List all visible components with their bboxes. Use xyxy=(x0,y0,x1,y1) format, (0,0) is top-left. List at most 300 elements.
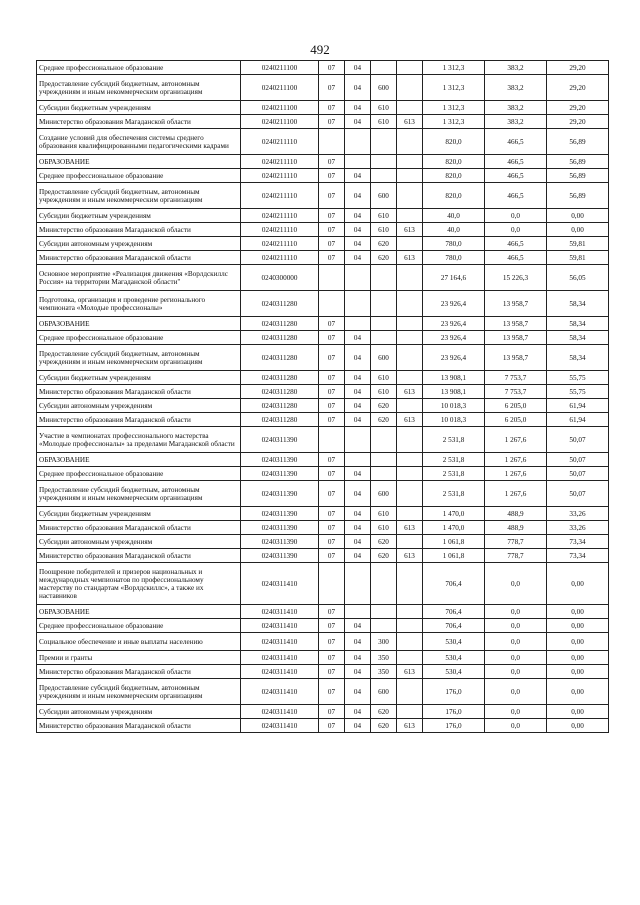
row-name: Создание условий для обеспечения системы среднего образования квалифицированными педагогическими кадрами xyxy=(37,129,241,155)
executed-amount: 0,0 xyxy=(485,633,547,651)
table-row xyxy=(37,155,609,169)
approved-amount: 40,0 xyxy=(423,209,485,223)
executed-amount: 0,0 xyxy=(485,651,547,665)
target-code: 0240311280 xyxy=(241,291,319,317)
approved-amount: 780,0 xyxy=(423,237,485,251)
execution-percent: 56,05 xyxy=(547,265,609,291)
table-row xyxy=(37,719,609,733)
row-name: Министерство образования Магаданской области xyxy=(37,115,241,129)
table-row xyxy=(37,183,609,209)
table-row xyxy=(37,237,609,251)
administrator-code xyxy=(397,169,423,183)
executed-amount: 15 226,3 xyxy=(485,265,547,291)
target-code: 0240311410 xyxy=(241,679,319,705)
approved-amount: 530,4 xyxy=(423,633,485,651)
table-row xyxy=(37,633,609,651)
executed-amount: 0,0 xyxy=(485,719,547,733)
table-row xyxy=(37,317,609,331)
row-name: Министерство образования Магаданской области xyxy=(37,521,241,535)
subsection-code: 04 xyxy=(345,679,371,705)
target-code: 0240311280 xyxy=(241,385,319,399)
administrator-code xyxy=(397,331,423,345)
executed-amount: 488,9 xyxy=(485,507,547,521)
administrator-code xyxy=(397,101,423,115)
approved-amount: 27 164,6 xyxy=(423,265,485,291)
subsection-code: 04 xyxy=(345,115,371,129)
section-code: 07 xyxy=(319,345,345,371)
section-code: 07 xyxy=(319,371,345,385)
table-row xyxy=(37,549,609,563)
administrator-code: 613 xyxy=(397,115,423,129)
expense-type-code: 620 xyxy=(371,251,397,265)
table-row xyxy=(37,481,609,507)
subsection-code: 04 xyxy=(345,61,371,75)
table-row xyxy=(37,427,609,453)
execution-percent: 0,00 xyxy=(547,651,609,665)
administrator-code: 613 xyxy=(397,719,423,733)
table-row xyxy=(37,75,609,101)
administrator-code: 613 xyxy=(397,251,423,265)
executed-amount: 383,2 xyxy=(485,101,547,115)
execution-percent: 0,00 xyxy=(547,605,609,619)
expense-type-code: 600 xyxy=(371,75,397,101)
execution-percent: 61,94 xyxy=(547,399,609,413)
target-code: 0240211110 xyxy=(241,237,319,251)
execution-percent: 50,07 xyxy=(547,481,609,507)
executed-amount: 488,9 xyxy=(485,521,547,535)
subsection-code: 04 xyxy=(345,651,371,665)
section-code: 07 xyxy=(319,633,345,651)
table-row xyxy=(37,619,609,633)
executed-amount: 466,5 xyxy=(485,237,547,251)
administrator-code xyxy=(397,453,423,467)
subsection-code: 04 xyxy=(345,507,371,521)
administrator-code xyxy=(397,679,423,705)
subsection-code xyxy=(345,265,371,291)
approved-amount: 10 018,3 xyxy=(423,399,485,413)
row-name: Участие в чемпионатах профессионального мастерства «Молодые профессионалы» за пределами Магаданской области xyxy=(37,427,241,453)
target-code: 0240211100 xyxy=(241,101,319,115)
execution-percent: 56,89 xyxy=(547,183,609,209)
target-code: 0240311410 xyxy=(241,651,319,665)
approved-amount: 2 531,8 xyxy=(423,453,485,467)
expense-type-code xyxy=(371,169,397,183)
subsection-code: 04 xyxy=(345,169,371,183)
row-name: Субсидии автономным учреждениям xyxy=(37,399,241,413)
execution-percent: 29,20 xyxy=(547,75,609,101)
section-code: 07 xyxy=(319,705,345,719)
execution-percent: 56,89 xyxy=(547,129,609,155)
approved-amount: 2 531,8 xyxy=(423,481,485,507)
row-name: Предоставление субсидий бюджетным, автономным учреждениям и иным некоммерческим организациям xyxy=(37,679,241,705)
execution-percent: 0,00 xyxy=(547,665,609,679)
section-code: 07 xyxy=(319,61,345,75)
expense-type-code: 620 xyxy=(371,237,397,251)
execution-percent: 73,34 xyxy=(547,535,609,549)
executed-amount: 778,7 xyxy=(485,549,547,563)
executed-amount: 6 205,0 xyxy=(485,399,547,413)
administrator-code xyxy=(397,75,423,101)
section-code: 07 xyxy=(319,413,345,427)
section-code: 07 xyxy=(319,521,345,535)
subsection-code xyxy=(345,563,371,605)
expense-type-code: 620 xyxy=(371,399,397,413)
approved-amount: 13 908,1 xyxy=(423,385,485,399)
executed-amount: 1 267,6 xyxy=(485,453,547,467)
target-code: 0240211100 xyxy=(241,115,319,129)
row-name: Предоставление субсидий бюджетным, автономным учреждениям и иным некоммерческим организациям xyxy=(37,345,241,371)
subsection-code: 04 xyxy=(345,535,371,549)
administrator-code xyxy=(397,481,423,507)
target-code: 0240211110 xyxy=(241,169,319,183)
row-name: Подготовка, организация и проведение регионального чемпионата «Молодые профессионалы» xyxy=(37,291,241,317)
target-code: 0240211110 xyxy=(241,155,319,169)
expense-type-code: 350 xyxy=(371,651,397,665)
target-code: 0240211110 xyxy=(241,183,319,209)
row-name: Поощрение победителей и призеров национальных и международных чемпионатов по профессиональному мастерству по стандартам «Ворлдскиллс», а также их наставников xyxy=(37,563,241,605)
table-row xyxy=(37,679,609,705)
section-code xyxy=(319,265,345,291)
target-code: 0240311390 xyxy=(241,453,319,467)
subsection-code: 04 xyxy=(345,549,371,563)
section-code: 07 xyxy=(319,115,345,129)
administrator-code xyxy=(397,155,423,169)
administrator-code xyxy=(397,633,423,651)
table-row xyxy=(37,251,609,265)
expense-type-code xyxy=(371,61,397,75)
section-code: 07 xyxy=(319,101,345,115)
table-row xyxy=(37,385,609,399)
execution-percent: 29,20 xyxy=(547,101,609,115)
approved-amount: 1 470,0 xyxy=(423,507,485,521)
expense-type-code: 610 xyxy=(371,209,397,223)
execution-percent: 0,00 xyxy=(547,563,609,605)
execution-percent: 58,34 xyxy=(547,291,609,317)
approved-amount: 13 908,1 xyxy=(423,371,485,385)
target-code: 0240300000 xyxy=(241,265,319,291)
expense-type-code xyxy=(371,467,397,481)
target-code: 0240311390 xyxy=(241,507,319,521)
administrator-code xyxy=(397,399,423,413)
executed-amount: 778,7 xyxy=(485,535,547,549)
execution-percent: 33,26 xyxy=(547,521,609,535)
expense-type-code: 610 xyxy=(371,521,397,535)
section-code: 07 xyxy=(319,183,345,209)
row-name: Предоставление субсидий бюджетным, автономным учреждениям и иным некоммерческим организациям xyxy=(37,75,241,101)
table-row xyxy=(37,507,609,521)
subsection-code xyxy=(345,317,371,331)
execution-percent: 0,00 xyxy=(547,619,609,633)
target-code: 0240311280 xyxy=(241,345,319,371)
approved-amount: 2 531,8 xyxy=(423,467,485,481)
subsection-code: 04 xyxy=(345,209,371,223)
execution-percent: 55,75 xyxy=(547,371,609,385)
target-code: 0240311280 xyxy=(241,413,319,427)
executed-amount: 13 958,7 xyxy=(485,317,547,331)
administrator-code xyxy=(397,563,423,605)
executed-amount: 0,0 xyxy=(485,679,547,705)
expense-type-code: 350 xyxy=(371,665,397,679)
section-code: 07 xyxy=(319,679,345,705)
table-row xyxy=(37,101,609,115)
execution-percent: 29,20 xyxy=(547,115,609,129)
execution-percent: 58,34 xyxy=(547,345,609,371)
expense-type-code: 620 xyxy=(371,535,397,549)
executed-amount: 13 958,7 xyxy=(485,345,547,371)
executed-amount: 466,5 xyxy=(485,129,547,155)
executed-amount: 383,2 xyxy=(485,61,547,75)
expense-type-code: 610 xyxy=(371,101,397,115)
target-code: 0240211110 xyxy=(241,129,319,155)
table-row xyxy=(37,563,609,605)
section-code: 07 xyxy=(319,223,345,237)
table-row xyxy=(37,651,609,665)
execution-percent: 0,00 xyxy=(547,633,609,651)
subsection-code: 04 xyxy=(345,371,371,385)
target-code: 0240311410 xyxy=(241,705,319,719)
budget-table-body xyxy=(37,61,609,733)
approved-amount: 530,4 xyxy=(423,651,485,665)
execution-percent: 58,34 xyxy=(547,317,609,331)
expense-type-code: 610 xyxy=(371,371,397,385)
executed-amount: 1 267,6 xyxy=(485,481,547,507)
subsection-code xyxy=(345,605,371,619)
target-code: 0240311410 xyxy=(241,605,319,619)
subsection-code xyxy=(345,155,371,169)
approved-amount: 1 470,0 xyxy=(423,521,485,535)
execution-percent: 59,81 xyxy=(547,237,609,251)
subsection-code: 04 xyxy=(345,101,371,115)
administrator-code xyxy=(397,129,423,155)
section-code: 07 xyxy=(319,535,345,549)
subsection-code: 04 xyxy=(345,345,371,371)
section-code: 07 xyxy=(319,399,345,413)
section-code: 07 xyxy=(319,317,345,331)
approved-amount: 706,4 xyxy=(423,605,485,619)
table-row xyxy=(37,399,609,413)
row-name: Министерство образования Магаданской области xyxy=(37,719,241,733)
administrator-code: 613 xyxy=(397,521,423,535)
section-code xyxy=(319,563,345,605)
target-code: 0240311280 xyxy=(241,317,319,331)
row-name: Субсидии бюджетным учреждениям xyxy=(37,507,241,521)
target-code: 0240311280 xyxy=(241,331,319,345)
target-code: 0240311390 xyxy=(241,427,319,453)
section-code: 07 xyxy=(319,651,345,665)
approved-amount: 23 926,4 xyxy=(423,291,485,317)
target-code: 0240211110 xyxy=(241,223,319,237)
expense-type-code: 620 xyxy=(371,549,397,563)
section-code: 07 xyxy=(319,665,345,679)
approved-amount: 706,4 xyxy=(423,619,485,633)
row-name: ОБРАЗОВАНИЕ xyxy=(37,453,241,467)
executed-amount: 0,0 xyxy=(485,605,547,619)
expense-type-code xyxy=(371,331,397,345)
administrator-code xyxy=(397,605,423,619)
target-code: 0240311410 xyxy=(241,633,319,651)
administrator-code: 613 xyxy=(397,549,423,563)
table-row xyxy=(37,209,609,223)
expense-type-code: 600 xyxy=(371,679,397,705)
expense-type-code xyxy=(371,265,397,291)
administrator-code: 613 xyxy=(397,385,423,399)
expense-type-code: 610 xyxy=(371,223,397,237)
row-name: Премии и гранты xyxy=(37,651,241,665)
row-name: Министерство образования Магаданской области xyxy=(37,413,241,427)
administrator-code xyxy=(397,345,423,371)
execution-percent: 0,00 xyxy=(547,719,609,733)
executed-amount: 0,0 xyxy=(485,665,547,679)
section-code: 07 xyxy=(319,237,345,251)
row-name: Министерство образования Магаданской области xyxy=(37,251,241,265)
table-row xyxy=(37,453,609,467)
row-name: Предоставление субсидий бюджетным, автономным учреждениям и иным некоммерческим организациям xyxy=(37,481,241,507)
subsection-code: 04 xyxy=(345,467,371,481)
subsection-code: 04 xyxy=(345,705,371,719)
approved-amount: 176,0 xyxy=(423,719,485,733)
row-name: Предоставление субсидий бюджетным, автономным учреждениям и иным некоммерческим организациям xyxy=(37,183,241,209)
target-code: 0240311390 xyxy=(241,521,319,535)
expense-type-code xyxy=(371,155,397,169)
row-name: Среднее профессиональное образование xyxy=(37,61,241,75)
executed-amount: 466,5 xyxy=(485,155,547,169)
executed-amount: 6 205,0 xyxy=(485,413,547,427)
row-name: Субсидии бюджетным учреждениям xyxy=(37,209,241,223)
subsection-code: 04 xyxy=(345,413,371,427)
table-row xyxy=(37,413,609,427)
approved-amount: 780,0 xyxy=(423,251,485,265)
execution-percent: 55,75 xyxy=(547,385,609,399)
executed-amount: 0,0 xyxy=(485,223,547,237)
expense-type-code xyxy=(371,129,397,155)
executed-amount: 7 753,7 xyxy=(485,385,547,399)
execution-percent: 0,00 xyxy=(547,679,609,705)
approved-amount: 23 926,4 xyxy=(423,345,485,371)
expense-type-code: 610 xyxy=(371,507,397,521)
administrator-code xyxy=(397,705,423,719)
table-row xyxy=(37,331,609,345)
subsection-code: 04 xyxy=(345,237,371,251)
administrator-code xyxy=(397,209,423,223)
section-code: 07 xyxy=(319,481,345,507)
table-row xyxy=(37,371,609,385)
execution-percent: 61,94 xyxy=(547,413,609,427)
approved-amount: 1 312,3 xyxy=(423,101,485,115)
target-code: 0240211110 xyxy=(241,209,319,223)
row-name: Среднее профессиональное образование xyxy=(37,467,241,481)
executed-amount: 13 958,7 xyxy=(485,291,547,317)
table-row xyxy=(37,169,609,183)
expense-type-code xyxy=(371,605,397,619)
row-name: Среднее профессиональное образование xyxy=(37,619,241,633)
executed-amount: 0,0 xyxy=(485,209,547,223)
administrator-code xyxy=(397,61,423,75)
section-code: 07 xyxy=(319,385,345,399)
subsection-code xyxy=(345,427,371,453)
table-row xyxy=(37,665,609,679)
table-row xyxy=(37,291,609,317)
section-code: 07 xyxy=(319,549,345,563)
execution-percent: 73,34 xyxy=(547,549,609,563)
approved-amount: 40,0 xyxy=(423,223,485,237)
target-code: 0240211100 xyxy=(241,75,319,101)
administrator-code xyxy=(397,535,423,549)
target-code: 0240311410 xyxy=(241,719,319,733)
executed-amount: 1 267,6 xyxy=(485,467,547,481)
table-row xyxy=(37,705,609,719)
row-name: Министерство образования Магаданской области xyxy=(37,549,241,563)
expense-type-code: 600 xyxy=(371,481,397,507)
execution-percent: 33,26 xyxy=(547,507,609,521)
row-name: ОБРАЗОВАНИЕ xyxy=(37,155,241,169)
row-name: Министерство образования Магаданской области xyxy=(37,223,241,237)
row-name: Субсидии бюджетным учреждениям xyxy=(37,371,241,385)
administrator-code xyxy=(397,651,423,665)
row-name: ОБРАЗОВАНИЕ xyxy=(37,317,241,331)
approved-amount: 23 926,4 xyxy=(423,317,485,331)
table-row xyxy=(37,115,609,129)
section-code xyxy=(319,129,345,155)
approved-amount: 1 061,8 xyxy=(423,549,485,563)
execution-percent: 29,20 xyxy=(547,61,609,75)
section-code: 07 xyxy=(319,619,345,633)
budget-table xyxy=(36,60,609,733)
target-code: 0240311280 xyxy=(241,399,319,413)
executed-amount: 466,5 xyxy=(485,183,547,209)
subsection-code: 04 xyxy=(345,521,371,535)
administrator-code xyxy=(397,371,423,385)
administrator-code xyxy=(397,265,423,291)
subsection-code: 04 xyxy=(345,331,371,345)
approved-amount: 706,4 xyxy=(423,563,485,605)
approved-amount: 1 312,3 xyxy=(423,61,485,75)
section-code: 07 xyxy=(319,169,345,183)
approved-amount: 820,0 xyxy=(423,169,485,183)
target-code: 0240311390 xyxy=(241,535,319,549)
target-code: 0240311390 xyxy=(241,481,319,507)
executed-amount: 7 753,7 xyxy=(485,371,547,385)
table-row xyxy=(37,61,609,75)
target-code: 0240211100 xyxy=(241,61,319,75)
expense-type-code: 620 xyxy=(371,719,397,733)
administrator-code xyxy=(397,183,423,209)
subsection-code: 04 xyxy=(345,633,371,651)
executed-amount: 13 958,7 xyxy=(485,331,547,345)
row-name: Среднее профессиональное образование xyxy=(37,169,241,183)
execution-percent: 0,00 xyxy=(547,209,609,223)
row-name: Министерство образования Магаданской области xyxy=(37,385,241,399)
section-code: 07 xyxy=(319,331,345,345)
section-code: 07 xyxy=(319,605,345,619)
executed-amount: 383,2 xyxy=(485,75,547,101)
target-code: 0240311390 xyxy=(241,467,319,481)
expense-type-code xyxy=(371,317,397,331)
subsection-code: 04 xyxy=(345,399,371,413)
table-row xyxy=(37,129,609,155)
subsection-code: 04 xyxy=(345,665,371,679)
administrator-code xyxy=(397,317,423,331)
expense-type-code xyxy=(371,563,397,605)
administrator-code: 613 xyxy=(397,413,423,427)
approved-amount: 10 018,3 xyxy=(423,413,485,427)
section-code xyxy=(319,291,345,317)
administrator-code xyxy=(397,619,423,633)
section-code: 07 xyxy=(319,251,345,265)
section-code: 07 xyxy=(319,467,345,481)
approved-amount: 1 312,3 xyxy=(423,75,485,101)
executed-amount: 0,0 xyxy=(485,563,547,605)
expense-type-code: 600 xyxy=(371,345,397,371)
